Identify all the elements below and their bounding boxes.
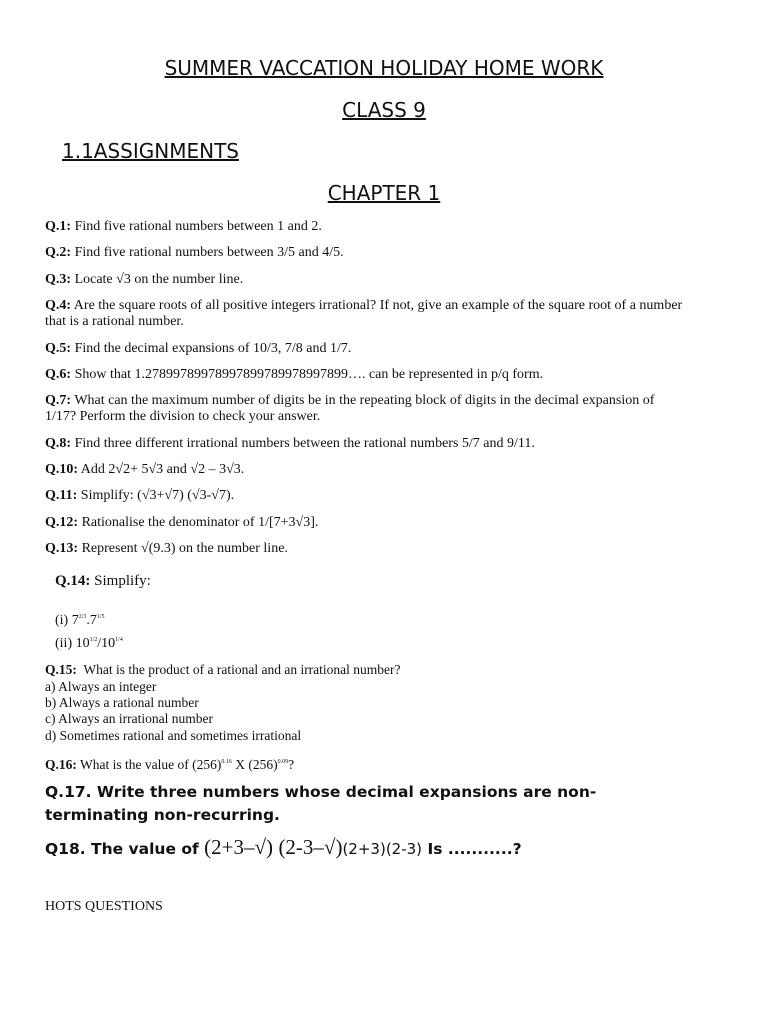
exponent: 1/5: [96, 614, 105, 620]
exponent: 0.09: [277, 759, 289, 765]
question-14-part-i: [55, 609, 695, 629]
option-a: a) Always an integer: [45, 679, 157, 694]
question-18: [45, 836, 695, 861]
question-text: ?: [288, 757, 295, 772]
question-text: Add 2√2+ 5√3 and √2 – 3√3.: [80, 462, 245, 477]
question-number: Q.10:: [45, 462, 79, 477]
part-label: (i): [55, 613, 69, 628]
question-number: Q.3:: [45, 272, 72, 287]
question-13: [45, 541, 685, 557]
question-15: [45, 662, 685, 678]
question-text: Show that 1.27899789978997899789978997899…. can be represented in p/q form.: [74, 367, 544, 382]
exponent: 0.16: [221, 759, 232, 765]
question-1: [45, 219, 685, 235]
question-number: Q.4:: [45, 298, 72, 313]
question-text: Simplify: (√3+√7) (√3-√7).: [80, 488, 235, 503]
question-4: [45, 298, 685, 330]
question-number: Q.5:: [45, 341, 72, 356]
option-d: d) Sometimes rational and sometimes irrational: [45, 728, 302, 743]
question-16: [45, 754, 685, 773]
part-label: (ii): [55, 636, 73, 651]
question-text: What is the product of a rational and an irrational number?: [83, 662, 401, 677]
question-2: [45, 245, 685, 261]
question-text: Find the decimal expansions of 10/3, 7/8 and 1/7.: [74, 341, 352, 356]
question-number: Q.14:: [55, 573, 91, 589]
question-11: [45, 488, 685, 504]
question-14-part-ii: [55, 632, 695, 652]
question-text: Locate √3 on the number line.: [74, 272, 244, 287]
question-number: Q.1:: [45, 219, 72, 234]
separator: /: [97, 636, 102, 651]
question-text: Q18. The value of: [45, 840, 199, 858]
hots-heading: HOTS QUESTIONS: [45, 899, 163, 914]
question-text: What is the value of (256): [80, 757, 222, 772]
question-number: Q.6:: [45, 367, 72, 382]
base: 7: [71, 613, 79, 628]
option-c: c) Always an irrational number: [45, 711, 213, 726]
question-14: [55, 573, 695, 589]
separator: .: [86, 613, 90, 628]
base: 10: [101, 636, 116, 651]
question-text: Represent √(9.3) on the number line.: [81, 541, 288, 556]
exponent: 2/3: [78, 614, 87, 620]
question-number: Q.7:: [45, 393, 72, 408]
question-3: [45, 272, 685, 288]
section-heading: [56, 139, 239, 163]
question-7: [45, 393, 685, 425]
math-expression: (2-3–√): [278, 835, 343, 859]
exponent: 1/4: [115, 637, 123, 643]
question-text: Find five rational numbers between 3/5 and 4/5.: [74, 245, 344, 260]
question-8: [45, 436, 685, 452]
question-text: Is ...........?: [427, 840, 522, 858]
question-text: Rationalise the denominator of 1/[7+3√3].: [81, 515, 319, 530]
chapter-heading: CHAPTER 1: [327, 181, 441, 205]
document-title: SUMMER VACCATION HOLIDAY HOME WORK: [164, 56, 604, 80]
question-number: Q.13:: [45, 541, 79, 556]
class-heading: CLASS 9: [342, 98, 426, 122]
plain-expression: (2+3)(2-3): [342, 840, 423, 858]
question-text: X (256): [231, 757, 278, 772]
question-number: Q.8:: [45, 436, 72, 451]
question-number: Q.2:: [45, 245, 72, 260]
question-number: Q.11:: [45, 488, 78, 503]
question-text: Find five rational numbers between 1 and 2.: [74, 219, 322, 234]
question-number: Q.16:: [45, 757, 77, 772]
math-expression: (2+3–√): [204, 835, 274, 859]
exponent: 1/2: [89, 637, 98, 643]
question-number: Q.12:: [45, 515, 79, 530]
base: 10: [75, 636, 90, 651]
question-text: Find three different irrational numbers between the rational numbers 5/7 and 9/11.: [74, 436, 535, 451]
base: 7: [89, 613, 97, 628]
question-12: [45, 515, 685, 531]
question-6: [45, 367, 685, 383]
section-heading-text: 1.1ASSIGNMENTS: [62, 139, 240, 163]
question-17: Q.17. Write three numbers whose decimal expansions are non-terminating non-recurring.: [45, 783, 597, 824]
question-10: [45, 462, 685, 478]
question-5: [45, 341, 685, 357]
question-text: What can the maximum number of digits be in the repeating block of digits in the decimal expansion of 1/17? Perform the division to check your answer.: [45, 393, 655, 424]
question-text: Simplify:: [94, 573, 151, 589]
question-number: Q.15:: [45, 662, 77, 677]
question-text: Are the square roots of all positive integers irrational? If not, give an example of the square root of a number that is a rational number.: [45, 298, 683, 329]
option-b: b) Always a rational number: [45, 695, 199, 710]
